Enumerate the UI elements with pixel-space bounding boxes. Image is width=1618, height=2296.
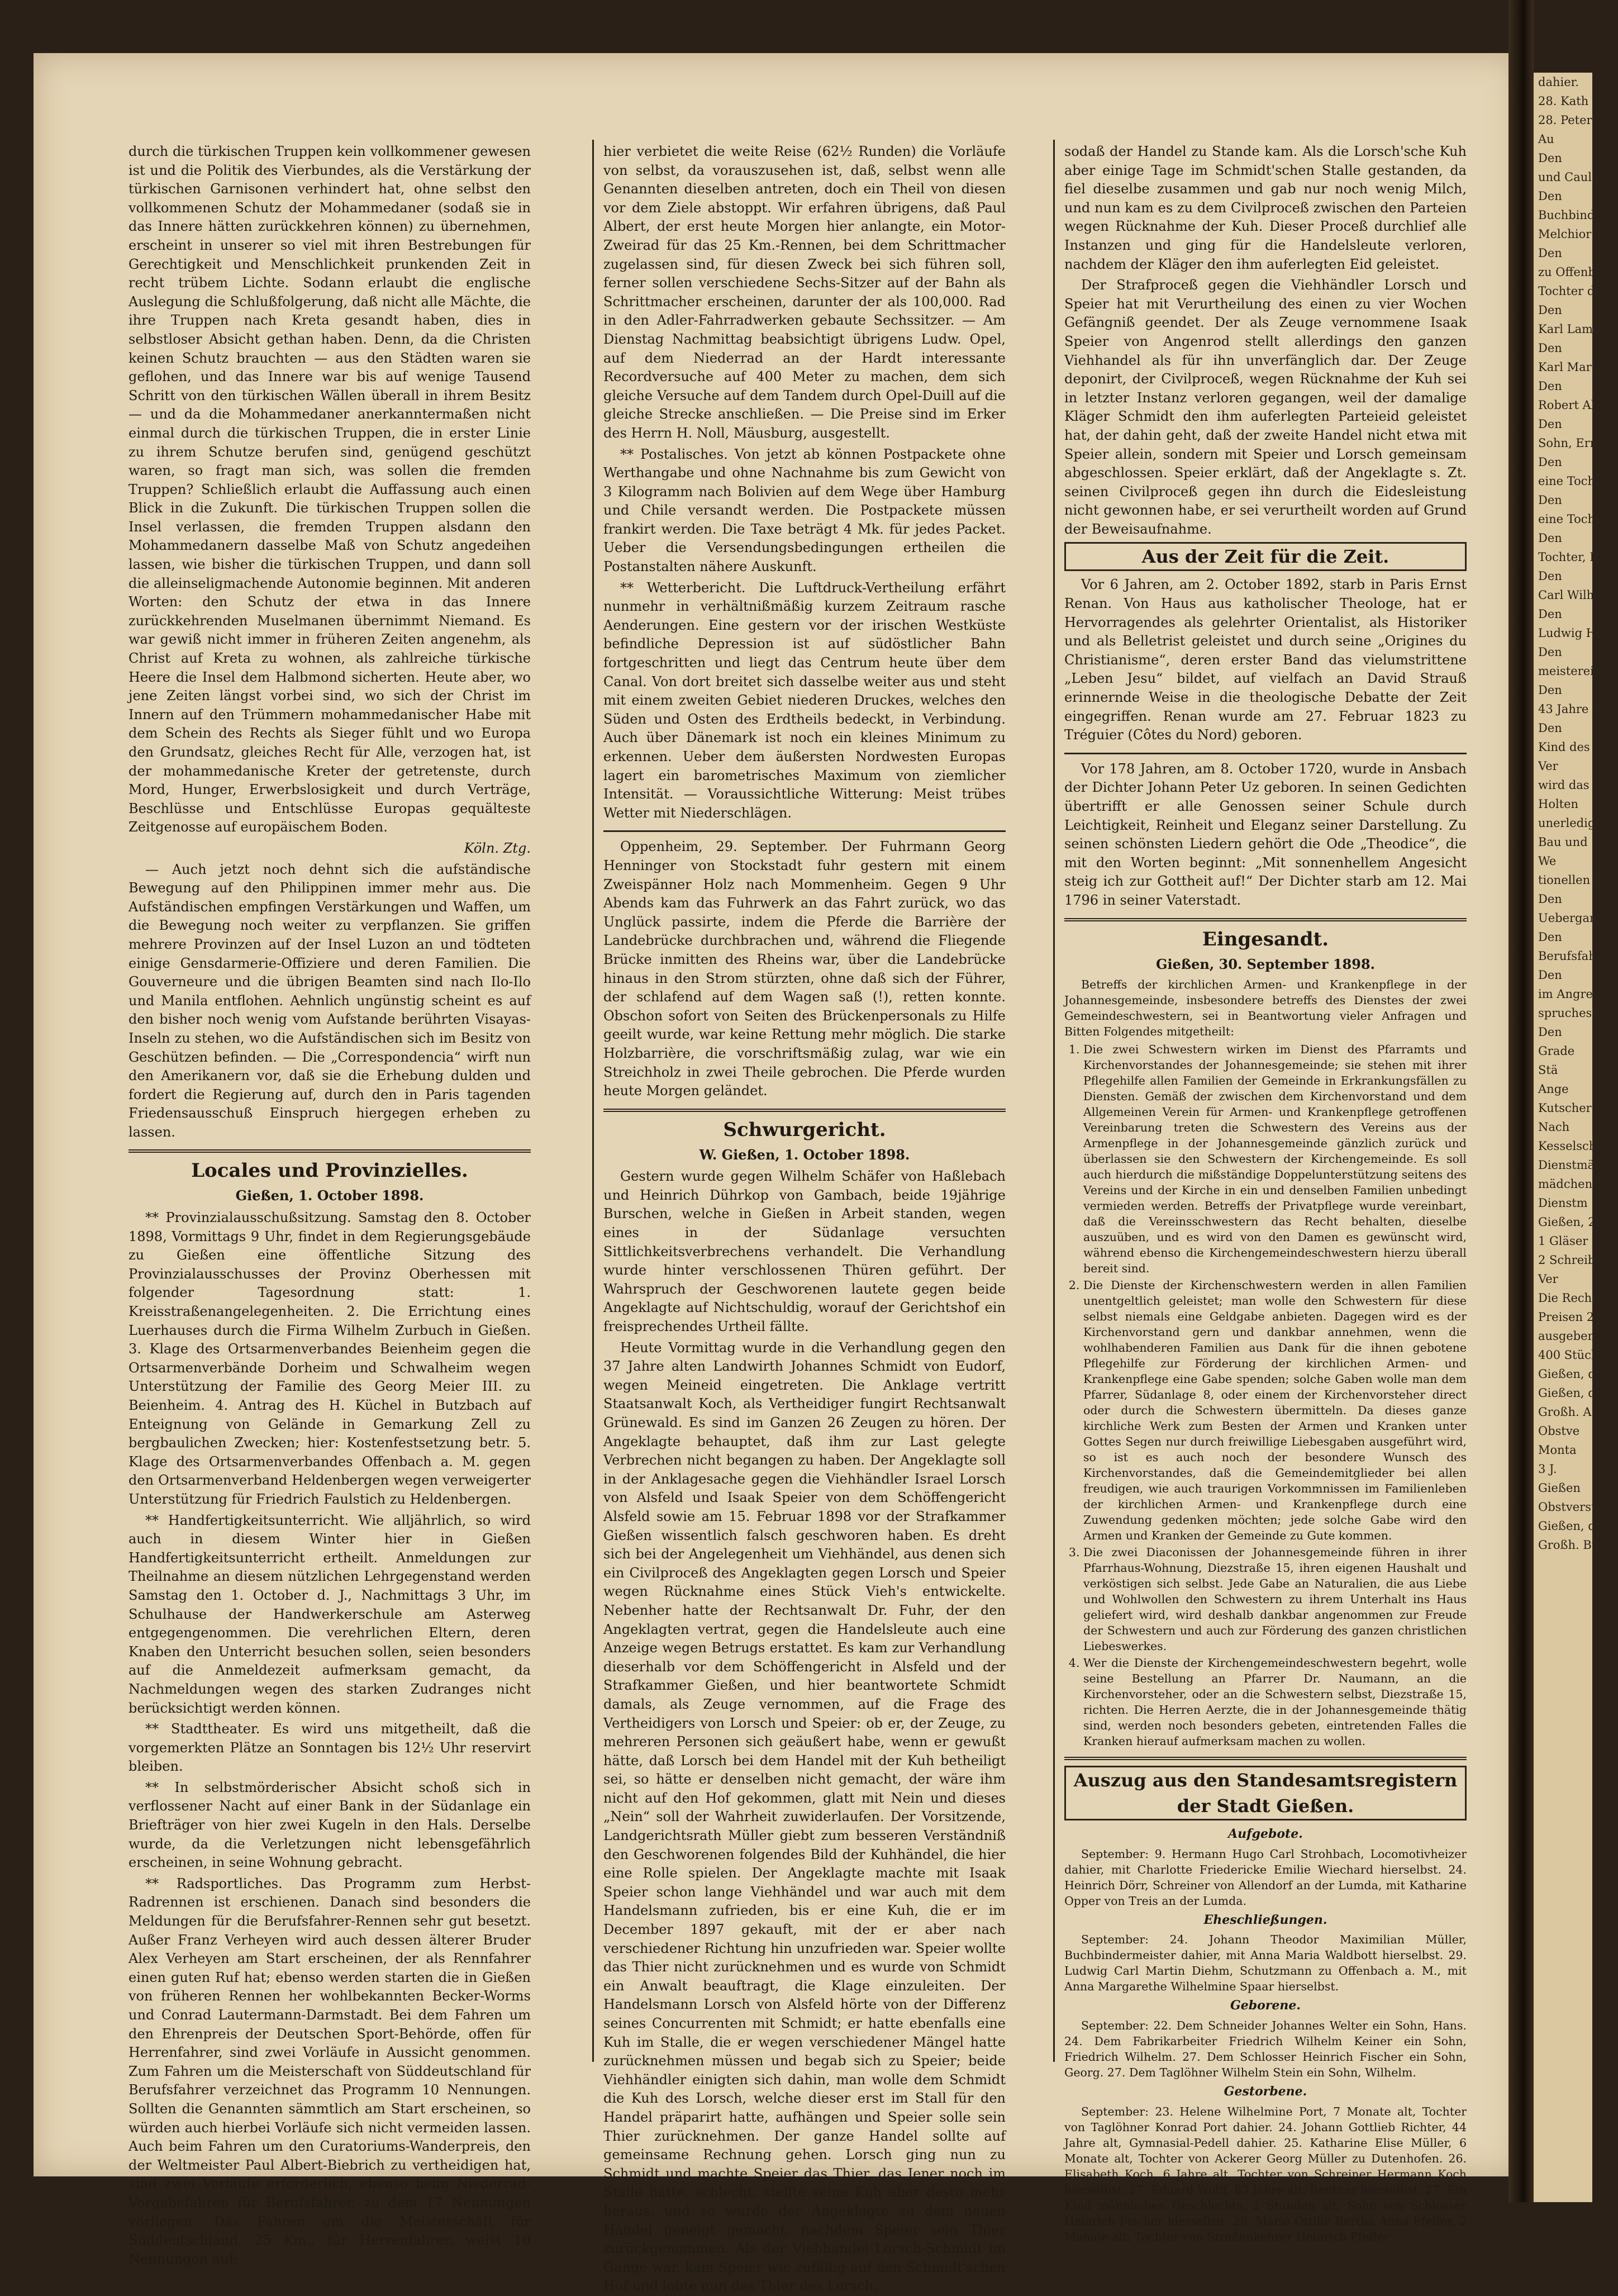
- adjacent-page-fragment: Den: [1538, 531, 1562, 545]
- adjacent-page-fragment: Obstve: [1538, 1424, 1580, 1438]
- court-report: Der Strafproceß gegen die Viehhändler Lorsch und Speier hat mit Verurtheilung des einen zu vier Wochen Gefängniß geendet. Der als Zeuge vernommene Isaak Speier von Angenrod stellt allerdings den ganzen Viehhandel als für ihn unverfänglich dar. Der Zeuge deponirt, der Civilproceß, wegen Rücknahme der Kuh sei in letzter Instanz verloren gegangen, weil der damalige Kläger Schmidt den ihm auferlegten Parteieid geleistet hat, der dahin geht, daß der zweite Handel nicht etwa mit Speier allein, sondern mit Speier und Lorsch gemeinsam abgeschlossen. Speier erklärt, daß der Angeklagte s. Zt. seinen Civilproceß gegen ihn durch die Eidesleistung nicht gewonnen habe, er sei verurtheilt worden auf Grund der Beweisaufnahme.: [1064, 277, 1467, 537]
- section-divider: [1064, 753, 1467, 754]
- register-entry: September: 23. Helene Wilhelmine Port, 7 Monate alt, Tochter von Taglöhner Konrad Port dahier. 24. Johann Gottlieb Richter, 44 Jahre alt, Gymnasial-Pedell dahier. 25. Katharine Elise Müller, 6 Monate alt, Tochter von Ackerer Georg Müller zu Dutenhofen. 26. Elisabeth Koch, 6 Jahre alt, Tochter von Schreiner Hermann Koch hierselbst. 27. Eduard Wolff, 83 Jahre alt, Rentner hierselbst. 27. Ein Kind männlichen Geschlechts, 2 Stunden alt, Sohn von Schlosser Heinrich Fischer hierselbst. 28. Marie Ottilie Bertha Anna Pfeffer, 2 Monate alt, Tochter von Straßenkehrer Heinrich Pfeffer: [1064, 2104, 1467, 2243]
- adjacent-page-fragment: Dienstm: [1538, 1196, 1588, 1210]
- section-heading-aus-der-zeit: Aus der Zeit für die Zeit.: [1064, 542, 1467, 571]
- subheading-aufgebote: Aufgebote.: [1228, 1827, 1303, 1842]
- news-item: ** Postalisches. Von jetzt ab können Postpackete ohne Werthangabe und ohne Nachnahme bis zum Gewicht von 3 Kilogramm nach Bolivien auf dem Wege über Hamburg und Chile versandt werden. Die Postpackete müssen frankirt werden. Die Taxe beträgt 4 Mk. für jedes Packet. Ueber die Versendungsbedingungen ertheilen die Postanstalten nähere Auskunft.: [603, 446, 1006, 575]
- anniversary-item: Vor 6 Jahren, am 2. October 1892, starb in Paris Ernst Renan. Von Haus aus katholischer Theologe, hat er Hervorragendes als gelehrter Orientalist, als Historiker und als Belletrist geleistet und durch seine „Origines du Christianisme“, deren erster Band das vielumstrittene „Leben Jesu“ bildet, auf vielfach an David Strauß erinnernde Weise in die theologische Debatte der Zeit eingegriffen. Renan wurde am 27. Februar 1823 zu Tréguier (Côtes du Nord) geboren.: [1064, 577, 1467, 743]
- adjacent-page-fragment: Karl Lambe: [1538, 322, 1607, 336]
- adjacent-page-fragment: Den: [1538, 455, 1562, 469]
- adjacent-page-fragment: Bau und: [1538, 835, 1588, 849]
- adjacent-page-fragment: mädchen 1: [1538, 1177, 1604, 1191]
- column-rule: [1053, 140, 1055, 2062]
- notice-list: [1064, 1042, 1467, 1749]
- court-report: sodaß der Handel zu Stande kam. Als die Lorsch'sche Kuh aber einige Tage im Schmidt'schen Stalle gestanden, da fiel dieselbe zusammen und gab nur noch wenig Milch, und nun kam es zu dem Civilproceß zwischen den Parteien wegen Rücknahme der Kuh. Dieser Proceß durchlief alle Instanzen und ging für die Handelsleute verloren, nachdem der Kläger den ihm auferlegten Eid geleistet.: [1064, 144, 1467, 272]
- adjacent-page-fragment: im Angre: [1538, 987, 1593, 1001]
- adjacent-page-fragment: Den: [1538, 151, 1562, 165]
- adjacent-page-fragment: Buchbinder: [1538, 208, 1607, 222]
- adjacent-page-fragment: Ludwig Hei: [1538, 626, 1607, 640]
- adjacent-page-fragment: meisterei Ge: [1538, 664, 1614, 678]
- adjacent-page-fragment: Melchior T: [1538, 227, 1603, 241]
- register-entry: September: 24. Johann Theodor Maximilian Müller, Buchbindermeister dahier, mit Anna Maria Waldbott hierselbst. 29. Ludwig Carl Martin Diehm, Schutzmann zu Offenbach a. M., mit Anna Margarethe Wilhelmine Spaar hierselbst.: [1064, 1933, 1467, 1994]
- adjacent-page-fragment: Carl Wilhe: [1538, 588, 1601, 602]
- adjacent-page-fragment: tionellen S: [1538, 873, 1602, 887]
- adjacent-page-fragment: Stä: [1538, 1063, 1558, 1077]
- column-rule: [592, 140, 594, 2062]
- adjacent-page-fragment: Dienstmädch: [1538, 1158, 1616, 1172]
- register-entry: September: 9. Hermann Hugo Carl Strohbach, Locomotivheizer dahier, mit Charlotte Friedericke Emilie Wiechard hierselbst. 24. Heinrich Dörr, Schreiner von Allendorf an der Lumda, mit Katharine Opper von Treis an der Lumda.: [1064, 1847, 1467, 1908]
- adjacent-page-fragment: Uebergangs: [1538, 911, 1611, 925]
- adjacent-page-fragment: Kind des: [1538, 740, 1590, 754]
- adjacent-page-fragment: unerledigt: [1538, 816, 1600, 830]
- section-divider: [129, 1149, 531, 1153]
- register-entry: September: 22. Dem Schneider Johannes Welter ein Sohn, Hans. 24. Dem Fabrikarbeiter Friedrich Wilhelm Keiner ein Sohn, Friedrich Wilhelm. 27. Dem Schlosser Heinrich Fischer ein Sohn, Georg. 27. Dem Taglöhner Wilhelm Stein ein Sohn, Wilhelm.: [1064, 2018, 1467, 2079]
- adjacent-page-fragment: Den: [1538, 645, 1562, 659]
- adjacent-page-fragment: Den: [1538, 379, 1562, 393]
- list-item: 2. Die Dienste der Kirchenschwestern werden in allen Familien unentgeltlich geleistet; man wolle den Schwestern für diese selbst niemals eine Geldgabe anbieten. Dagegen wird es der Kirchenvorstand gern und dankbar annehmen, wenn die wohlhabenderen Familien aus Dank für die ihnen gebotene Pflegehilfe zur Förderung der kirchlichen Armen- und Krankenpflege eine Gabe spenden; solche Gaben wolle man dem Pfarrer, Südanlage 8, oder einem der Kirchenvorsteher direct oder durch die Schwestern übermitteln. Da dieses ganze kirchliche Werk zum Besten der Armen und Kranken unter Gottes Segen nur durch freiwillige Liebesgaben ausgeführt wird, so ist es auch noch der besondere Wunsch des Kirchenvorstandes, daß die Gemeindemitglieder bei allen freudigen, wie auch traurigen Vorkommnissen im Familienleben der kirchlichen Armen- und Krankenpflege durch eine Zuwendung gedenken möchten; jede solche Gabe wird den Armen und Kranken der Gemeinde zu Gute kommen.: [1083, 1277, 1467, 1543]
- adjacent-page-fragment: Den: [1538, 892, 1562, 906]
- adjacent-page-fragment: 1 Gläser: [1538, 1234, 1588, 1248]
- adjacent-page-fragment: Den: [1538, 569, 1562, 583]
- adjacent-page-fragment: Gießen, 29: [1538, 1215, 1603, 1229]
- adjacent-page-fragment: dahier.: [1538, 75, 1579, 89]
- adjacent-page-fragment: Gießen, d: [1538, 1367, 1596, 1381]
- adjacent-page-fragment: Kesselschmie: [1538, 1139, 1618, 1153]
- section-heading-locales: Locales und Provinzielles.: [191, 1159, 468, 1182]
- adjacent-page-fragment: Ver: [1538, 1272, 1558, 1286]
- adjacent-page-fragment: eine Tochte: [1538, 512, 1607, 526]
- adjacent-page-fragment: Den: [1538, 341, 1562, 355]
- section-divider: [1064, 1757, 1467, 1760]
- adjacent-page-fragment: Grade: [1538, 1044, 1575, 1058]
- adjacent-page-fragment: Großh. Bü: [1538, 1538, 1600, 1552]
- adjacent-page-fragment: We: [1538, 854, 1557, 868]
- news-item: ** Provinzialausschußsitzung. Samstag den 8. October 1898, Vormittags 9 Uhr, findet in dem Regierungsgebäude zu Gießen eine öffentliche Sitzung des Provinzialausschusses der Provinz Oberhessen mit folgender Tagesordnung statt: 1. Kreisstraßenangelegenheiten. 2. Die Errichtung eines Luerhauses durch die Firma Wilhelm Zurbuch in Gießen. 3. Klage des Ortsarmenverbandes Beienheim gegen die Ortsarmenverbände Dorheim und Schwalheim wegen Unterstützung der Familie des Georg Meier III. zu Beienheim. 4. Antrag des H. Küchel in Butzbach auf Enteignung von Gelände in Gemarkung Zell zu bergbaulichen Zwecken; hier: Kostenfestsetzung betr. 5. Klage des Ortsarmenverbandes Offenbach a. M. gegen den Ortsarmenverband Heldenbergen wegen verweigerter Unterstützung für Friedrich Faulstich zu Heldenbergen.: [129, 1210, 531, 1507]
- adjacent-page-fragment: Gießen, de: [1538, 1386, 1603, 1400]
- news-item: ** Radsportliches. Das Programm zum Herbst-Radrennen ist erschienen. Danach sind besonders die Meldungen für die Berufsfahrer-Rennen sehr gut besetzt. Außer Franz Verheyen wird auch dessen älterer Bruder Alex Verheyen am Start erscheinen, der als Rennfahrer einen guten Ruf hat; ebenso werden starten die in Gießen von früheren Rennen her wohlbekannten Becker-Worms und Conrad Lautermann-Darmstadt. Bei dem Fahren um den Ehrenpreis der Deutschen Sport-Behörde, offen für Herrenfahrer, sind zwei Vorläufe in Aussicht genommen. Zum Fahren um die Meisterschaft von Süddeutschland für Berufsfahrer verzeichnet das Programm 10 Nennungen. Sollten die Genannten sämmtlich am Start erscheinen, so würden auch hierbei Vorläufe sich nicht vermeiden lassen. Auch beim Fahren um den Curatoriums-Wanderpreis, den der Weltmeister Paul Albert-Biebrich zu vertheidigen hat, sind zwei Vorläufe erforderlich, ebenso beim Niederrad-Vorgabefahren für Berufsfahrer, zu dem 17 Nennungen vorliegen. Das Fahren um die Meisterschaft für Süddeutschland, 25 Km., für Herrenfahrer, weist 10 Nennungen auf;: [129, 1875, 531, 2267]
- news-item: ** Stadttheater. Es wird uns mitgetheilt, daß die vorgemerkten Plätze an Sonntagen bis 12½ Uhr reservirt bleiben.: [129, 1721, 531, 1775]
- list-item: 4. Wer die Dienste der Kirchengemeindeschwestern begehrt, wolle seine Bestellung an Pfarrer Dr. Naumann, an die Kirchenvorsteher, oder an die Schwestern selbst, Diezstraße 15, richten. Die Herren Aerzte, die in der Johannesgemeinde thätig sind, werden noch besonders gebeten, eintretenden Falles die Kranken hierauf aufmerksam machen zu wollen.: [1083, 1655, 1467, 1749]
- adjacent-page-fragment: Gießen: [1538, 1481, 1581, 1495]
- adjacent-page-fragment: Holten: [1538, 797, 1579, 811]
- article-crete: durch die türkischen Truppen kein vollkommener gewesen ist und die Politik des Vierbundes, als die Verstärkung der türkischen Garnisonen verhindert hat, ohne selbst den vollkommenen Schutz der Mohammedaner (sodaß sie in das Innere hätten zurückkehren können) zu übernehmen, erscheint in unserer so viel mit ihren Bestrebungen für Gerechtigkeit und Menschlichkeit prunkenden Zeit in recht trübem Lichte. Sodann erlaubt die englische Auslegung die Schlußfolgerung, daß nicht alle Mächte, die ihre Truppen nach Kreta gesandt haben, dies in selbstloser Absicht gethan haben. Denn, da die Christen keinen Schutz brauchten — aus den Städten waren sie geflohen, und das Innere war bis auf wenige Tausend Schritt von den türkischen Wällen überall in ihrem Besitz — und da die Mohammedaner anerkanntermaßen nicht einmal durch die türkischen Truppen, die in erster Linie zu ihrem Schutze berufen sind, genügend geschützt waren, so fragt man sich, was sollen die fremden Truppen? Schließlich erlaubt die Auffassung auch einen Blick in die Zukunft. Die türkischen Truppen sollen die Insel verlassen, die fremden Truppen alsdann den Mohammedanern dasselbe Maß von Schutz angedeihen lassen, wie bisher die türkischen Truppen, und dann soll die alleinseligmachende Autonomie beginnen. Mit anderen Worten: den Schutz der etwa in das Innere zurückkehrenden Muselmanen übernimmt Niemand. Es war gewiß nicht immer in früheren Zeiten angenehm, als Christ auf Kreta zu wohnen, als zahlreiche türkische Heere die Insel dem Halbmond sicherten. Heute aber, wo jene Zeiten längst vorbei sind, wo sich der Christ im Innern auf den Trümmern mohammedanischer Habe mit dem Schein des Rechts als Sieger fühlt und wo Europa den Grundsatz, gleiches Recht für Alle, verzogen hat, ist der mohammedanische Kreter der getretenste, durch Mord, Hunger, Erwerbslosigkeit und durch Verträge, Beschlüsse und Entschlüsse Europas gequälteste Zeitgenosse auf europäischem Boden.: [129, 144, 531, 835]
- adjacent-page-fragment: Den: [1538, 968, 1562, 982]
- news-item: ** In selbstmörderischer Absicht schoß sich in verflossener Nacht auf einer Bank in der Südanlage ein Briefträger von hier zwei Kugeln in den Hals. Derselbe wurde, da die Verletzungen nicht lebensgefährlich erscheinen, in seine Wohnung gebracht.: [129, 1779, 531, 1871]
- list-item: 3. Die zwei Diaconissen der Johannesgemeinde führen in ihrer Pfarrhaus-Wohnung, Diezstraße 15, ihren eigenen Haushalt und verköstigen sich selbst. Jede Gabe an Naturalien, die aus Liebe und Wohlwollen den Schwestern zu ihrem Unterhalt ins Haus geliefert wird, wird deshalb dankbar angenommen zur Freude der Schwestern und auch zur Förderung des ganzen christlichen Liebeswerkes.: [1083, 1544, 1467, 1654]
- adjacent-page-fragment: und Caula: [1538, 170, 1599, 184]
- adjacent-page-fragment: eine Tochte: [1538, 474, 1607, 488]
- adjacent-page-fragment: Kutscher: [1538, 1101, 1592, 1115]
- adjacent-page-fragment: 2 Schreiber: [1538, 1253, 1608, 1267]
- adjacent-page-fragment: Gießen, di: [1538, 1519, 1600, 1533]
- adjacent-page-fragment: Den: [1538, 721, 1562, 735]
- section-heading-eingesandt: Eingesandt.: [1202, 928, 1329, 950]
- adjacent-page-fragment: Den: [1538, 493, 1562, 507]
- adjacent-page-fragment: Tochter, Ka: [1538, 550, 1606, 564]
- column-2: [603, 142, 1006, 2294]
- article-philippines: — Auch jetzt noch dehnt sich die aufständische Bewegung auf den Philippinen immer mehr aus. Die Aufständischen empfingen Verstärkungen und Waffen, um die Bewegung noch weiter zu verpflanzen. Sie griffen mehrere Provinzen auf der Insel Luzon an und tödteten einige Gensdarmerie-Offiziere und deren Familien. Die Gouverneure und die übrigen Beamten sind nach Ilo-Ilo und Manila entflohen. Aehnlich ungünstig scheint es auf den bisher noch wenig vom Aufstande berührten Visayas-Inseln zu stehen, wo die Aufständischen sich im Besitz von Geschützen befinden. — Die „Correspondencia“ wirft nun den Amerikanern vor, daß sie die Erhebung dulden und fordert die Regierung auf, durch den in Paris tagenden Friedensausschuß Einspruch hiergegen erheben zu lassen.: [129, 861, 531, 1140]
- section-heading-standesamt: Auszug aus den Standesamtsregistern der Stadt Gießen.: [1064, 1766, 1467, 1820]
- adjacent-page-fragment: Au: [1538, 132, 1554, 146]
- adjacent-page-fragment: ausgeben: [1538, 1329, 1596, 1343]
- section-divider: [603, 1109, 1006, 1112]
- adjacent-page-fragment: Den: [1538, 930, 1562, 944]
- adjacent-page-fragment: Obstverst: [1538, 1500, 1596, 1514]
- adjacent-page-fragment: Den: [1538, 1025, 1562, 1039]
- subheading-geborene: Geborene.: [1230, 1998, 1301, 2013]
- adjacent-page-fragment: Nach: [1538, 1120, 1570, 1134]
- column-1: [129, 142, 531, 2267]
- source-credit: Köln. Ztg.: [464, 840, 531, 856]
- notice-intro: Betreffs der kirchlichen Armen- und Krankenpflege in der Johannesgemeinde, insbesondere betreffs des Dienstes der zwei Gemeindeschwestern, sei in Beantwortung vieler Anfragen und Bitten Folgendes mitgetheilt:: [1064, 978, 1467, 1039]
- adjacent-page-fragment: Den: [1538, 246, 1562, 260]
- adjacent-page-fragment: Den: [1538, 607, 1562, 621]
- column-3: [1064, 142, 1467, 2243]
- dateline: Gießen, 1. October 1898.: [235, 1187, 424, 1204]
- anniversary-item: Vor 178 Jahren, am 8. October 1720, wurde in Ansbach der Dichter Johann Peter Uz geboren. In seinen Gedichten übertrifft er alle Genossen seiner Schule durch Leichtigkeit, Reinheit und Eleganz seiner Darstellung. Zu seinen schönsten Liedern gehört die Ode „Theodice“, die mit den Worten beginnt: „Mit sonnenhellem Angesicht steig ich zur Gottheit auf!“ Der Dichter starb am 12. Mai 1796 in seiner Vaterstadt.: [1064, 760, 1467, 908]
- adjacent-page-fragment: Preisen 2: [1538, 1310, 1595, 1324]
- adjacent-page-fragment: Ange: [1538, 1082, 1569, 1096]
- book-gutter: [1508, 0, 1534, 2202]
- adjacent-page-fragment: 400 Stück: [1538, 1348, 1598, 1362]
- section-heading-schwurgericht: Schwurgericht.: [723, 1118, 886, 1141]
- adjacent-page-fragment: Karl Marti: [1538, 360, 1600, 374]
- adjacent-page-fragment: Monta: [1538, 1443, 1577, 1457]
- news-item: hier verbietet die weite Reise (62½ Runden) die Vorläufe von selbst, da vorauszusehen ist, daß, selbst wenn alle Genannten dieselben antreten, doch ein Theil von diesen vor dem Ziele abstoppt. Wir erfahren übrigens, daß Paul Albert, der erst heute Morgen hier anlangte, ein Motor-Zweirad für das 25 Km.-Rennen, bei dem Schrittmacher zugelassen sind, für diesen Zweck bei sich führen soll, ferner sollen verschiedene Sechs-Sitzer auf der Bahn als Schrittmacher erscheinen, darunter der als 100,000. Rad in den Adler-Fahrradwerken gebaute Sechssitzer. — Am Dienstag Nachmittag beabsichtigt übrigens Ludw. Opel, auf dem Niederrad an der Hardt interessante Recordversuche auf 400 Meter zu machen, dem sich gleiche Versuche auf dem Tandem durch Opel-Duill auf die gleiche Strecke anschließen. — Die Preise sind im Erker des Herrn H. Noll, Mäusburg, ausgestellt.: [603, 144, 1006, 441]
- subheading-eheschliessungen: Eheschließungen.: [1203, 1912, 1327, 1927]
- adjacent-page-fragment: Die Rechn: [1538, 1291, 1600, 1305]
- adjacent-page-fragment: Sohn, Ern: [1538, 436, 1598, 450]
- adjacent-page-fragment: Tochter des: [1538, 284, 1608, 298]
- adjacent-page-edge: [1534, 73, 1618, 2202]
- adjacent-page-fragment: 43 Jahre a: [1538, 702, 1600, 716]
- subheading-gestorbene: Gestorbene.: [1224, 2084, 1307, 2099]
- court-report: Heute Vormittag wurde in die Verhandlung gegen den 37 Jahre alten Landwirth Johannes Schmidt von Eudorf, wegen Meineid eingetreten. Die Anklage vertritt Staatsanwalt Koch, als Vertheidiger fungirt Rechtsanwalt Grünewald. Es sind im Ganzen 26 Zeugen zu hören. Der Angeklagte behauptet, daß ihm zur Last gelegte Verbrechen nicht begangen zu haben. Der Angeklagte soll in der Anklagesache gegen die Viehhändler Israel Lorsch von Alsfeld und Isaak Speier von dem Schöffengericht Alsfeld sowie am 15. Februar 1898 vor der Strafkammer Gießen wissentlich falsch geschworen haben. Es dreht sich bei der Angelegenheit um Viehhändel, aus denen sich ein Civilproceß des Angeklagten gegen Lorsch und Speier wegen Rücknahme eines Stück Vieh's entwickelte. Nebenher hatte der Rechtsanwalt Dr. Fuhr, der den Angeklagten vertrat, gegen die Handelsleute auch eine Anzeige wegen Betrugs erstattet. Es kam zur Verhandlung dieserhalb vor dem Schöffengericht in Alsfeld und der Strafkammer Gießen, und hier beantwortete Schmidt damals, als Zeuge vernommen, auf die Frage des Vertheidigers von Lorsch und Speier: ob er, der Zeuge, zu mehreren Personen sich geäußert habe, wenn er gewußt hätte, daß Lorsch bei dem Handel mit der Kuh betheiligt sei, so hätte er denselben nicht gemacht, der wäre ihm nicht auf den Hof gekommen, glatt mit Nein und dieses „Nein“ soll der Wahrheit zuwiderlaufen. Der Vorsitzende, Landgerichtsrath Müller giebt zum besseren Verständniß den Geschworenen folgendes Bild der Kuhhändel, die hier eine Rolle spielen. Der Angeklagte machte mit Isaak Speier schon lange Viehhändel und war auch mit dem Handelsmann zufrieden, bis er eine Kuh, die er im December 1897 gekauft, mit der er aber nach verschiedener Richtung hin unzufrieden war. Speier wollte das Thier nicht zurücknehmen und es wurde von Schmidt ein Anwalt beauftragt, die Klage einzuleiten. Der Handelsmann Lorsch von Alsfeld hörte von der Differenz seines Concurrenten mit Schmidt; er hatte ebenfalls eine Kuh im Stalle, die er wegen verschiedener Mängel hatte zurücknehmen müssen und begab sich zu Speier; beide Viehhändler einigten sich dahin, man wolle dem Schmidt die Kuh des Lorsch, welche dieser erst im Stall für den Handel präparirt hatte, aufhängen und Speier solle sein Thier zurücknehmen. Der ganze Handel sollte auf gemeinsame Rechnung gehen. Lorsch ging nun zu Schmidt und machte Speier das Thier, das Jener noch im Stalle hatte, schlecht, stellte seine Kuh aber desto mehr heraus, und so wurde der Angeklagte zu dem neuen Handel geneigt gemacht, nachdem Speier sein Thier zurückgenommen. Als der Viehhandel Lorsch-Schmidt im Gange war, kam Speier wie zufällig auf den Schmidt'schen Hof und lobte nun das Thier des Lorsch,: [603, 1339, 1006, 2294]
- adjacent-page-fragment: wird das: [1538, 778, 1590, 792]
- adjacent-page-fragment: Den: [1538, 189, 1562, 203]
- section-divider: [603, 830, 1006, 832]
- adjacent-page-fragment: 3 J.: [1538, 1462, 1557, 1476]
- adjacent-page-fragment: Ver: [1538, 759, 1558, 773]
- court-report: Gestern wurde gegen Wilhelm Schäfer von Haßlebach und Heinrich Dührkop von Gambach, beide 19jährige Burschen, welche in Gießen in Arbeit standen, wegen eines in der Südanlage versuchten Sittlichkeitsverbrechens verhandelt. Die Verhandlung wurde hinter verschlossenen Thüren geführt. Der Wahrspruch der Geschworenen lautete gegen beide Angeklagte auf Nichtschuldig, worauf der Gerichtshof ein freisprechendes Urtheil fällte.: [603, 1168, 1006, 1335]
- adjacent-page-fragment: 28. Kath: [1538, 94, 1589, 108]
- section-divider: [1064, 918, 1467, 921]
- list-item: 1. Die zwei Schwestern wirken im Dienst des Pfarramts und Kirchenvorstandes der Johannesgemeinde; sie stehen mit ihrer Pflegehilfe allen Familien der Gemeinde in Erkrankungsfällen zu Diensten. Gemäß der zwischen dem Kirchenvorstand und dem Allgemeinen Verein für Armen- und Krankenpflege getroffenen Vereinbarung treten die Schwestern des Vereins aus der Armenpflege in der Johannesgemeinde gänzlich zurück und überlassen sie den Schwestern der Kirchengemeinde. Es soll auch hierdurch die mißständige Doppelunterstützung seitens des Vereins und der Kirche in ein und denselben Familien unbedingt vermieden werden. Betreffs der Privatpflege wurde vereinbart, daß die Vereinsschwestern das Recht behalten, dieselbe auszuüben, und es wird von den Damen es gewünscht wird, während ebenso die Kirchengemeindeschwestern hierzu überall bereit sind.: [1083, 1042, 1467, 1276]
- adjacent-page-fragment: Großh. A: [1538, 1405, 1592, 1419]
- adjacent-page-fragment: Berufsfahre: [1538, 949, 1609, 963]
- adjacent-page-fragment: zu Offenb: [1538, 265, 1596, 279]
- adjacent-page-fragment: Den: [1538, 303, 1562, 317]
- adjacent-page-fragment: Den: [1538, 417, 1562, 431]
- news-item: ** Wetterbericht. Die Luftdruck-Vertheilung erfährt nunmehr in verhältnißmäßig kurzem Zeitraum rasche Aenderungen. Eine gestern vor der irischen Westküste befindliche Depression ist auf südöstlicher Bahn fortgeschritten und liegt das Centrum heute über dem Canal. Von dort breitet sich dasselbe weiter aus und steht mit einem zweiten Gebiet niederen Druckes, welches den Süden und Osten des Erdtheils bedeckt, in Verbindung. Auch über Dänemark ist noch ein kleines Minimum zu erkennen. Ueber dem äußersten Nordwesten Europas lagert ein barometrisches Maximum von ziemlicher Intensität. — Voraussichtliche Witterung: Meist trübes Wetter mit Niederschlägen.: [603, 579, 1006, 821]
- news-item: Oppenheim, 29. September. Der Fuhrmann Georg Henninger von Stockstadt fuhr gestern mit einem Zweispänner Holz nach Mommenheim. Gegen 9 Uhr Abends kam das Fuhrwerk an das Fahrt zurück, wo das Unglück passirte, indem die Pferde die Barrière der Landebrücke durchbrachen und, während die Fliegende Brücke inmitten des Rheins war, über die Landebrücke hinaus in den Strom stürzten, ohne daß sich der Führer, der schlafend auf dem Wagen saß (!), retten konnte. Obschon sofort von Seiten des Brückenpersonals zu Hilfe geeilt wurde, war keine Rettung mehr möglich. Die starke Holzbarrière, die vorschriftsmäßig zulag, war wie ein Streichholz in zwei Theile gebrochen. Die Pferde wurden heute Morgen geländet.: [603, 839, 1006, 1099]
- news-item: ** Handfertigkeitsunterricht. Wie alljährlich, so wird auch in diesem Winter hier in Gießen Handfertigkeitsunterricht ertheilt. Anmeldungen zur Theilnahme an diesem nützlichen Lehrgegenstand werden Samstag den 1. October d. J., Nachmittags 3 Uhr, im Schulhause der Handwerkerschule am Asterweg entgegengenommen. Die verehrlichen Eltern, deren Knaben den Unterricht besuchen sollen, seien besonders auf die Anmeldezeit aufmerksam gemacht, da Nachmeldungen wegen des starken Zudranges nicht berücksichtigt werden können.: [129, 1512, 531, 1716]
- adjacent-page-fragment: Robert All: [1538, 398, 1599, 412]
- dateline: W. Gießen, 1. October 1898.: [699, 1146, 910, 1163]
- adjacent-page-fragment: Den: [1538, 683, 1562, 697]
- adjacent-page-fragment: 28. Peter: [1538, 113, 1592, 127]
- dateline: Gießen, 30. September 1898.: [1156, 956, 1375, 972]
- adjacent-page-fragment: spruches: [1538, 1006, 1592, 1020]
